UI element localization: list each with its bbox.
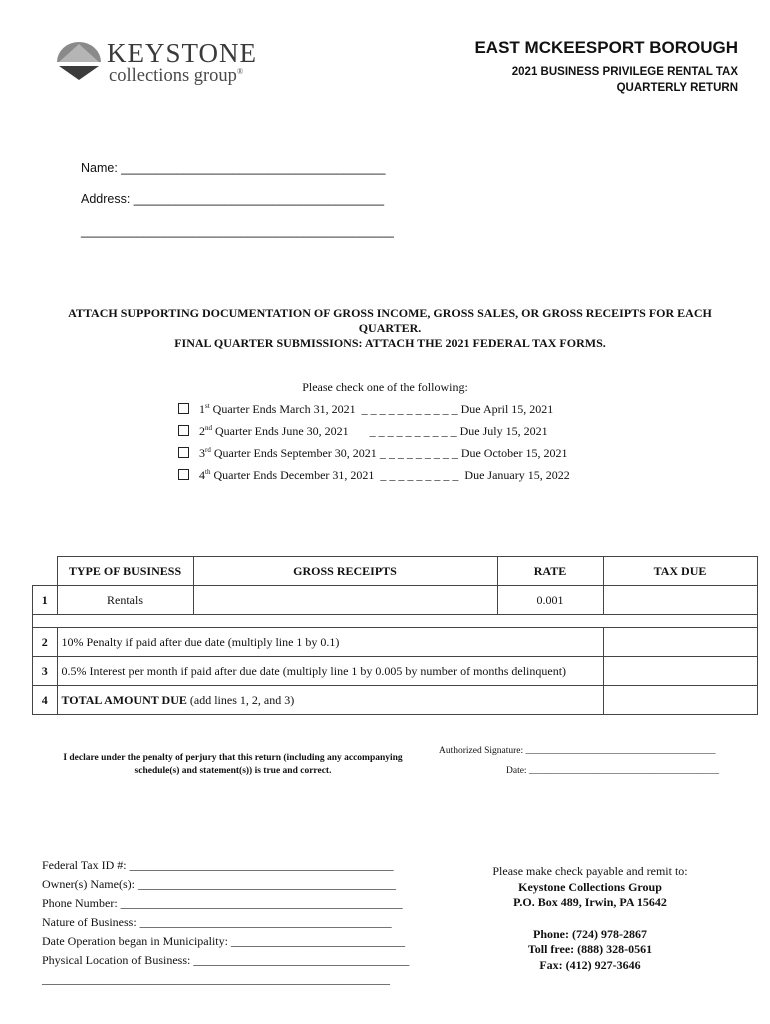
line-number: 1 bbox=[33, 586, 58, 615]
keystone-logo bbox=[55, 38, 285, 90]
check-instruction: Please check one of the following: bbox=[302, 380, 468, 394]
quarter-option-3[interactable]: 3rd Quarter Ends September 30, 2021 _ _ _ _ _ _ _ _ _ Due October 15, 2021 bbox=[178, 446, 567, 461]
remit-phone: Phone: (724) 978-2867 bbox=[533, 926, 647, 941]
due-date: Due January 15, 2022 bbox=[464, 468, 570, 482]
interest-description: 0.5% Interest per month if paid after due date (multiply line 1 by 0.005 by number of months delinquent) bbox=[57, 657, 603, 686]
physical-location-field[interactable]: Physical Location of Business: ____________________________________ bbox=[42, 953, 410, 967]
checkbox[interactable] bbox=[178, 403, 189, 414]
remit-instruction: Please make check payable and remit to: bbox=[492, 864, 688, 878]
business-type-cell: Rentals bbox=[57, 586, 193, 615]
table-row bbox=[33, 686, 758, 715]
attach-instructions bbox=[40, 306, 740, 351]
due-date: Due April 15, 2021 bbox=[460, 402, 554, 416]
table-row bbox=[33, 628, 758, 657]
dash-leader: _ _ _ _ _ _ _ _ _ _ bbox=[369, 424, 457, 438]
attach-line3: FINAL QUARTER SUBMISSIONS: ATTACH THE 2021 FEDERAL TAX FORMS. bbox=[174, 336, 606, 350]
physical-location-line2[interactable]: __________________________________________________________ bbox=[42, 972, 390, 986]
dash-leader: _ _ _ _ _ _ _ _ _ bbox=[379, 446, 458, 460]
dash-leader: _ _ _ _ _ _ _ _ _ bbox=[380, 468, 459, 482]
due-date: Due October 15, 2021 bbox=[460, 446, 568, 460]
header-type-of-business: TYPE OF BUSINESS bbox=[57, 557, 193, 586]
logo-name: KEYSTONE bbox=[107, 38, 258, 68]
remit-address: P.O. Box 489, Irwin, PA 15642 bbox=[513, 895, 667, 909]
date-operation-began-field[interactable]: Date Operation began in Municipality: _____________________________ bbox=[42, 934, 405, 948]
authorized-signature-field[interactable]: Authorized Signature: ________________________________________ bbox=[439, 746, 716, 756]
quarter-option-4[interactable]: 4th Quarter Ends December 31, 2021 _ _ _ _ _ _ _ _ _ Due January 15, 2022 bbox=[178, 468, 570, 483]
line-number: 4 bbox=[33, 686, 58, 715]
total-description: TOTAL AMOUNT DUE (add lines 1, 2, and 3) bbox=[57, 686, 603, 715]
remit-tollfree: Toll free: (888) 328-0561 bbox=[527, 942, 653, 956]
borough-title: EAST MCKEESPORT BOROUGH bbox=[474, 38, 738, 57]
header-rate: RATE bbox=[497, 557, 603, 586]
logo-subtitle: collections group® bbox=[109, 66, 244, 86]
mountain-logo-icon bbox=[55, 40, 103, 82]
quarter-option-1[interactable]: 1st Quarter Ends March 31, 2021 _ _ _ _ _ _ _ _ _ _ _ Due April 15, 2021 bbox=[178, 402, 553, 417]
date-field[interactable]: Date: ________________________________________ bbox=[506, 766, 719, 776]
interest-input[interactable] bbox=[603, 657, 757, 686]
gross-receipts-input[interactable] bbox=[193, 586, 497, 615]
due-date: Due July 15, 2021 bbox=[459, 424, 548, 438]
checkbox[interactable] bbox=[178, 447, 189, 458]
tax-table bbox=[32, 556, 758, 715]
penalty-input[interactable] bbox=[603, 628, 757, 657]
remit-info bbox=[440, 864, 740, 973]
form-subtitle bbox=[512, 64, 738, 96]
address-line2-field[interactable]: _____________________________________________ bbox=[81, 224, 394, 238]
federal-tax-id-field[interactable]: Federal Tax ID #: ____________________________________________ bbox=[42, 858, 394, 872]
rate-cell: 0.001 bbox=[497, 586, 603, 615]
name-field[interactable]: Name: ______________________________________ bbox=[81, 161, 386, 175]
table-row bbox=[33, 586, 758, 615]
header-gross-receipts: GROSS RECEIPTS bbox=[193, 557, 497, 586]
checkbox[interactable] bbox=[178, 425, 189, 436]
line-number: 3 bbox=[33, 657, 58, 686]
line-number: 2 bbox=[33, 628, 58, 657]
dash-leader: _ _ _ _ _ _ _ _ _ _ _ bbox=[361, 402, 458, 416]
quarter-option-2[interactable]: 2nd Quarter Ends June 30, 2021 _ _ _ _ _ _ _ _ _ _ Due July 15, 2021 bbox=[178, 424, 548, 439]
total-input[interactable] bbox=[603, 686, 757, 715]
address-field[interactable]: Address: ____________________________________ bbox=[81, 192, 385, 206]
table-header-row bbox=[33, 557, 758, 586]
spacer-row bbox=[33, 615, 758, 628]
remit-fax: Fax: (412) 927-3646 bbox=[539, 957, 641, 972]
nature-of-business-field[interactable]: Nature of Business: __________________________________________ bbox=[42, 915, 392, 929]
perjury-declaration: I declare under the penalty of perjury that this return (including any accompanying schedule(s) and statement(s)) is true and correct. bbox=[63, 753, 403, 776]
tax-due-input[interactable] bbox=[603, 586, 757, 615]
registered-mark: ® bbox=[236, 66, 244, 76]
table-row bbox=[33, 657, 758, 686]
attach-line1: ATTACH SUPPORTING DOCUMENTATION OF GROSS INCOME, GROSS SALES, OR GROSS RECEIPTS FOR EACH bbox=[68, 306, 712, 320]
checkbox[interactable] bbox=[178, 469, 189, 480]
phone-number-field[interactable]: Phone Number: _______________________________________________ bbox=[42, 896, 403, 910]
attach-line2: QUARTER. bbox=[358, 321, 422, 335]
penalty-description: 10% Penalty if paid after due date (multiply line 1 by 0.1) bbox=[57, 628, 603, 657]
form-subtitle-line2: QUARTERLY RETURN bbox=[616, 82, 738, 94]
header-tax-due: TAX DUE bbox=[603, 557, 757, 586]
remit-company: Keystone Collections Group bbox=[518, 879, 662, 894]
owner-names-field[interactable]: Owner(s) Name(s): ___________________________________________ bbox=[42, 877, 396, 891]
form-subtitle-line1: 2021 BUSINESS PRIVILEGE RENTAL TAX bbox=[511, 66, 738, 78]
